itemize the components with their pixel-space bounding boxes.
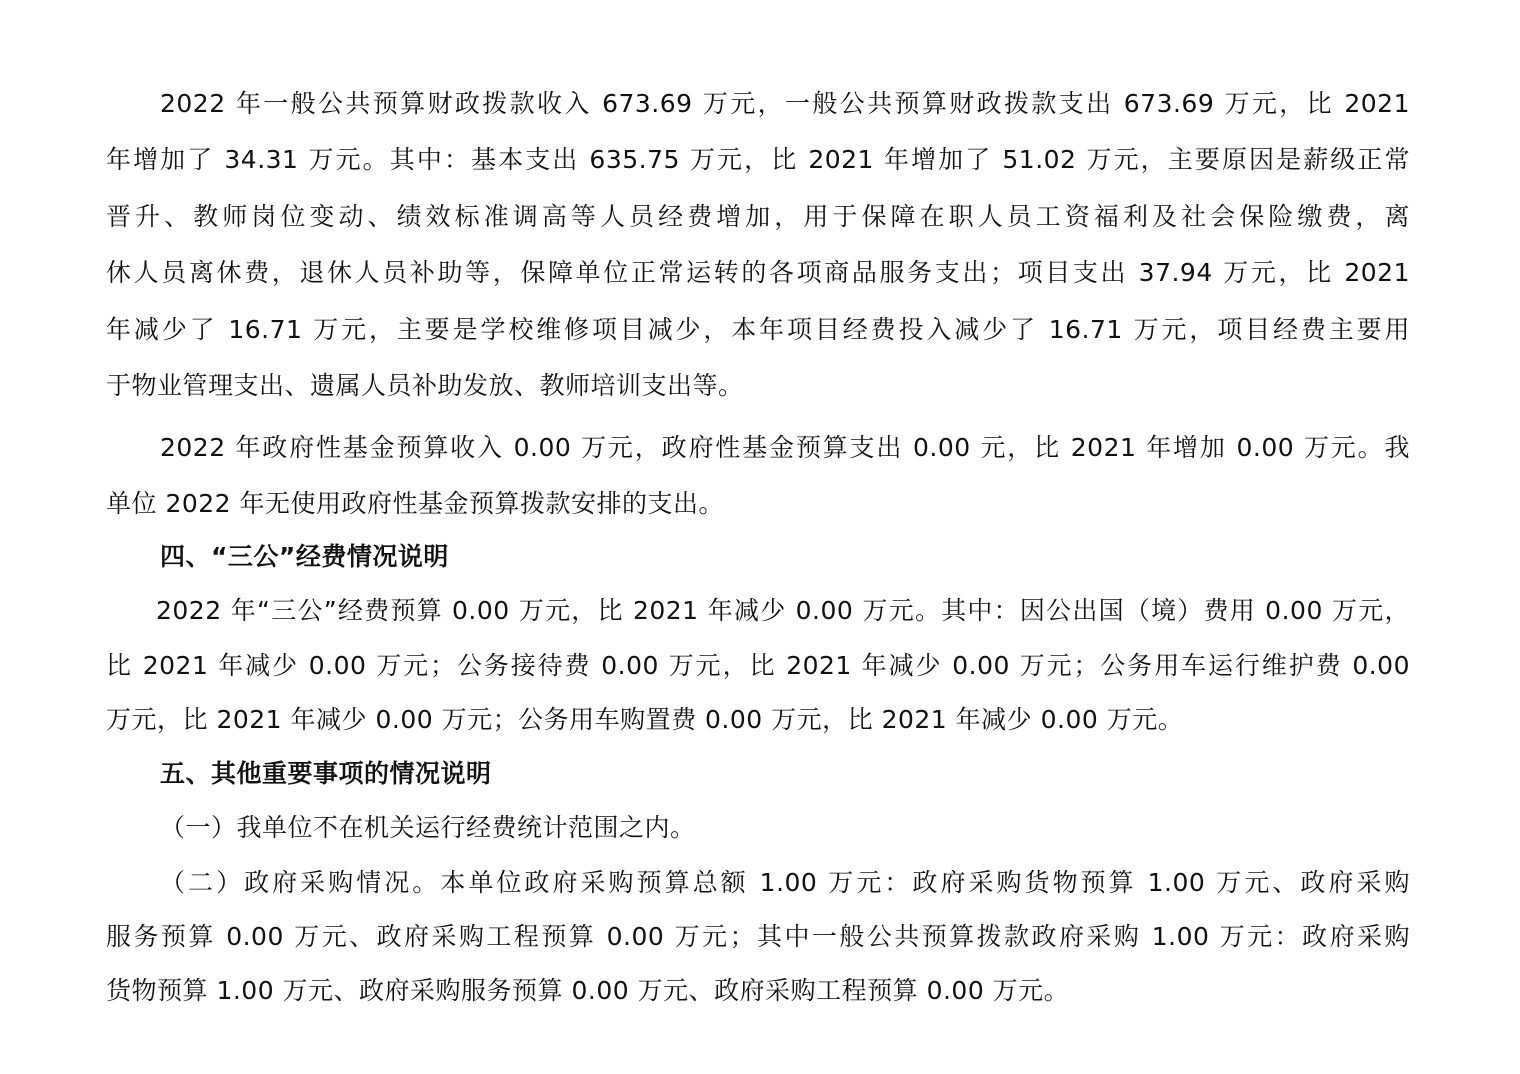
paragraph-5-line-1: （二）政府采购情况。本单位政府采购预算总额 1.00 万元：政府采购货物预算 1.00 万元、政府采购 [160, 868, 1410, 897]
paragraph-3-line-2: 比 2021 年减少 0.00 万元；公务接待费 0.00 万元，比 2021 年减少 0.00 万元；公务用车运行维护费 0.00 [106, 651, 1410, 680]
paragraph-1-line-6: 于物业管理支出、遗属人员补助发放、教师培训支出等。 [106, 371, 744, 400]
paragraph-5-line-2: 服务预算 0.00 万元、政府采购工程预算 0.00 万元；其中一般公共预算拨款政府采购 1.00 万元：政府采购 [106, 922, 1410, 951]
paragraph-1-line-2: 年增加了 34.31 万元。其中：基本支出 635.75 万元，比 2021 年增加了 51.02 万元，主要原因是薪级正常 [106, 145, 1410, 174]
paragraph-4-line-1: （一）我单位不在机关运行经费统计范围之内。 [160, 813, 696, 842]
section-heading-5: 五、其他重要事项的情况说明 [160, 759, 492, 788]
paragraph-2-line-1: 2022 年政府性基金预算收入 0.00 万元，政府性基金预算支出 0.00 元，比 2021 年增加 0.00 万元。我 [160, 433, 1410, 462]
paragraph-3-line-3: 万元，比 2021 年减少 0.00 万元；公务用车购置费 0.00 万元，比 2021 年减少 0.00 万元。 [106, 705, 1184, 734]
paragraph-1-line-4: 休人员离休费，退休人员补助等，保障单位正常运转的各项商品服务支出；项目支出 37.94 万元，比 2021 [106, 258, 1410, 287]
section-heading-4: 四、“三公”经费情况说明 [160, 542, 449, 571]
paragraph-3-line-1: 2022 年“三公”经费预算 0.00 万元，比 2021 年减少 0.00 万元。其中：因公出国（境）费用 0.00 万元， [156, 596, 1410, 625]
paragraph-1-line-3: 晋升、教师岗位变动、绩效标准调高等人员经费增加，用于保障在职人员工资福利及社会保险缴费，离 [106, 202, 1410, 231]
paragraph-5-line-3: 货物预算 1.00 万元、政府采购服务预算 0.00 万元、政府采购工程预算 0.00 万元。 [106, 976, 1070, 1005]
paragraph-1-line-1: 2022 年一般公共预算财政拨款收入 673.69 万元，一般公共预算财政拨款支出 673.69 万元，比 2021 [160, 89, 1410, 118]
paragraph-2-line-2: 单位 2022 年无使用政府性基金预算拨款安排的支出。 [106, 489, 725, 518]
paragraph-1-line-5: 年减少了 16.71 万元，主要是学校维修项目减少，本年项目经费投入减少了 16.71 万元，项目经费主要用 [106, 315, 1410, 344]
